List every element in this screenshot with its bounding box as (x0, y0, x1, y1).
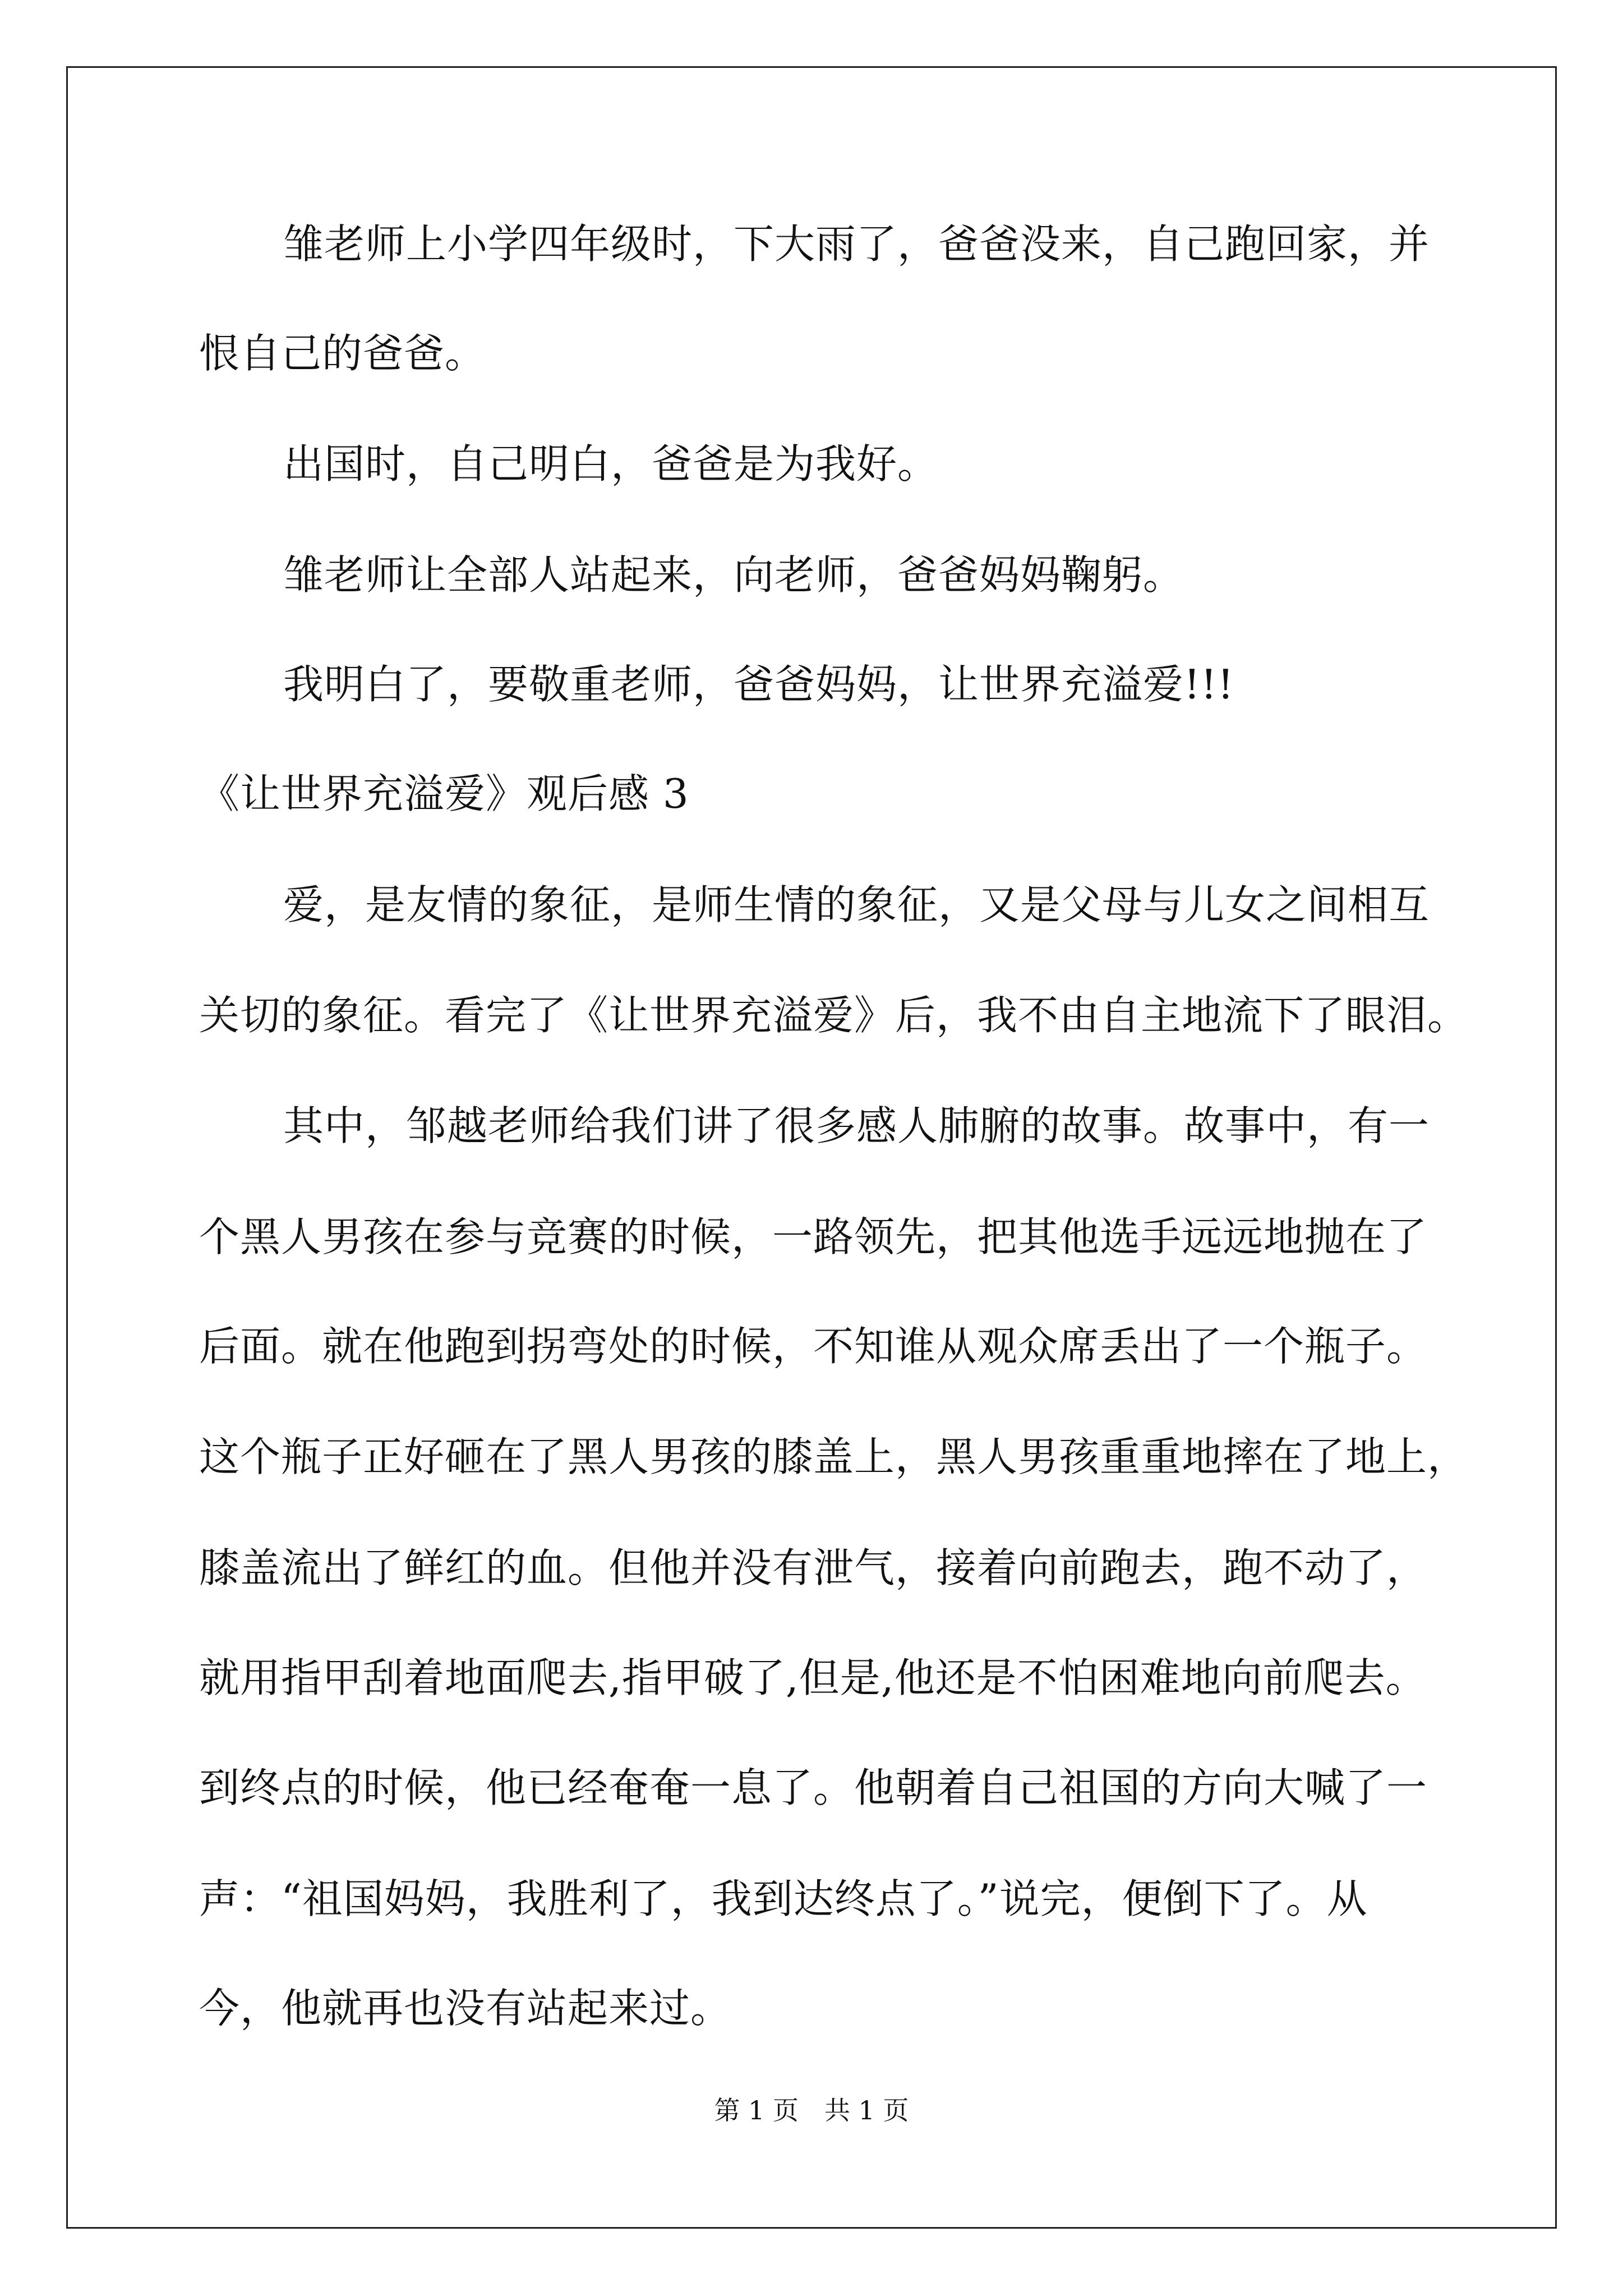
paragraph-line: 爱，是友情的象征，是师生情的象征，又是父母与儿女之间相互 (283, 881, 1430, 928)
paragraph-line: 出国时，自己明白，爸爸是为我好。 (283, 440, 939, 487)
paragraph-line: 这个瓶子正好砸在了黑人男孩的膝盖上，黑人男孩重重地摔在了地上， (199, 1433, 1469, 1480)
paragraph-line: 声：“祖国妈妈，我胜利了，我到达终点了。”说完，便倒下了。从 (199, 1875, 1368, 1922)
paragraph-line: 雏老师让全部人站起来，向老师，爸爸妈妈鞠躬。 (283, 551, 1184, 599)
paragraph-line: 后面。就在他跑到拐弯处的时候，不知谁从观众席丢出了一个瓶子。 (199, 1323, 1428, 1370)
paragraph-line: 个黑人男孩在参与竞赛的时候，一路领先，把其他选手远远地抛在了 (199, 1213, 1428, 1260)
section-heading: 《让世界充溢爱》观后感 3 (199, 770, 689, 817)
page-footer: 第 1 页 共 1 页 (714, 2095, 909, 2125)
paragraph-line: 到终点的时候，他已经奄奄一息了。他朝着自己祖国的方向大喊了一 (199, 1764, 1428, 1811)
paragraph-line: 雏老师上小学四年级时，下大雨了，爸爸没来，自己跑回家，并 (283, 220, 1430, 268)
paragraph-line: 我明白了，要敬重老师，爸爸妈妈，让世界充溢爱!!! (283, 661, 1234, 708)
paragraph-line: 膝盖流出了鲜红的血。但他并没有泄气，接着向前跑去，跑不动了， (199, 1544, 1428, 1591)
paragraph-line: 就用指甲刮着地面爬去,指甲破了,但是,他还是不怕困难地向前爬去。 (199, 1654, 1427, 1701)
paragraph-line: 恨自己的爸爸。 (199, 330, 486, 377)
paragraph-line: 关切的象征。看完了《让世界充溢爱》后，我不由自主地流下了眼泪。 (199, 992, 1469, 1039)
paragraph-line: 其中，邹越老师给我们讲了很多感人肺腑的故事。故事中，有一 (283, 1102, 1430, 1149)
paragraph-line: 今，他就再也没有站起来过。 (199, 1985, 732, 2032)
